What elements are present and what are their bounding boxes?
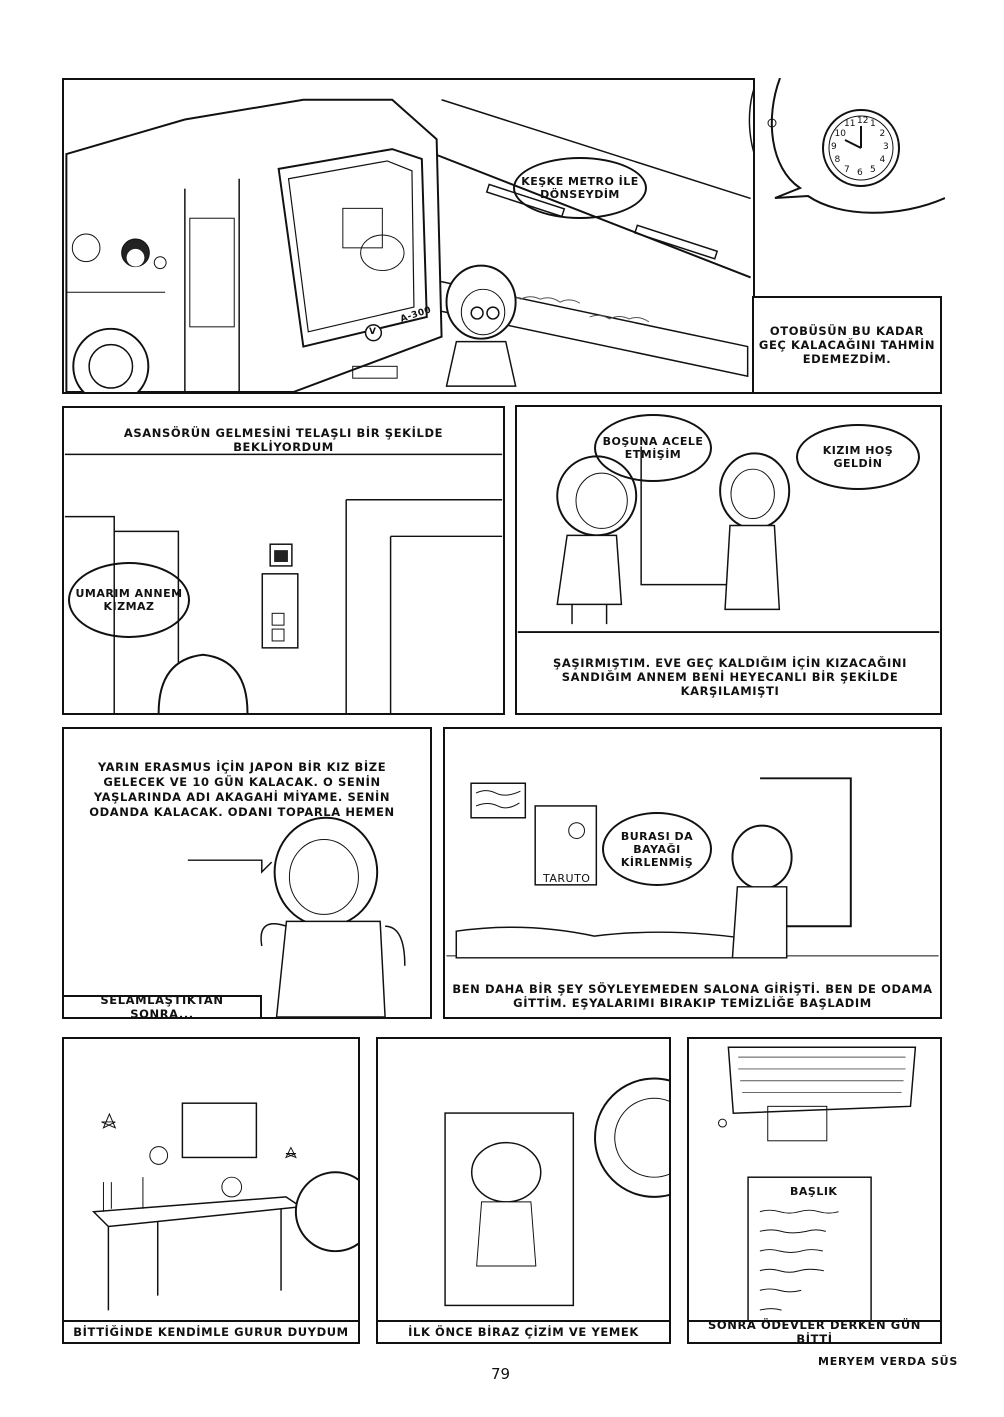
caption-entered-living-room: BEN DAHA BİR ŞEY SÖYLEYEMEDEN SALONA GİRİŞTİ. BEN DE ODAMA GİTTİM. EŞYALARIMI BIRAKIP TEMİZLİĞE BAŞLADIM [452,982,933,1010]
caption-drawing-eating: İLK ÖNCE BİRAZ ÇİZİM VE YEMEK [376,1320,671,1344]
clock-number: 10 [834,129,846,139]
clock-number: 5 [870,164,876,175]
speech-bubble-dirty: BURASI DA BAYAĞI KİRLENMİŞ [602,812,712,886]
speech-bubble-metro: KEŞKE METRO İLE DÖNSEYDİM [513,157,647,219]
clock-number: 4 [879,155,886,165]
speech-bubble-hope: UMARIM ANNEM KIZMAZ [68,562,190,638]
clock-number: 6 [857,168,863,178]
clock-numbers [823,110,899,186]
clock-number: 11 [844,119,856,130]
clock-number: 8 [834,155,841,165]
speech-bubble-rush: BOŞUNA ACELE ETMİŞİM [594,414,712,482]
caption-elevator: ASANSÖRÜN GELMESİNİ TELAŞLI BİR ŞEKİLDE BEKLİYORDUM [123,426,444,454]
clock-number: 7 [844,164,850,175]
speech-bubble-welcome: KIZIM HOŞ GELDİN [796,424,920,490]
desk-illustration [64,1039,358,1342]
bus-scene-illustration [64,80,753,392]
caption-bus-late: OTOBÜSÜN BU KADAR GEÇ KALACAĞINI TAHMİN EDEMEZDİM. [752,296,942,394]
clock-number: 12 [857,116,869,126]
bus-code-label: A-300 [399,305,433,325]
clock-number: 9 [831,142,837,152]
drawing-illustration [378,1039,669,1342]
document-title: BAŞLIK [790,1185,838,1198]
author-credit: MERYEM VERDA SÜS [818,1355,959,1368]
poster-label: TARUTO [543,872,591,885]
panel-bus-stop [62,78,755,394]
caption-after-greeting: SELAMLAŞTIKTAN SONRA... [62,995,262,1019]
caption-homework: SONRA ÖDEVLER DERKEN GÜN BİTTİ [687,1320,942,1344]
panel-drawing [376,1037,671,1344]
page-number: 79 [491,1365,511,1383]
caption-surprised: ŞAŞIRMIŞTIM. EVE GEÇ KALDIĞIM İÇİN KIZACAĞINI SANDIĞIM ANNEM BENİ HEYECANLI BİR ŞEKİLDE KARŞILAMIŞTI [552,656,908,698]
speech-erasmus: YARIN ERASMUS İÇİN JAPON BİR KIZ BİZE GELECEK VE 10 GÜN KALACAK. O SENİN YAŞLARINDA ADI AKAGAHİ MİYAME. SENİN ODANDA KALACAK. ODANI TOPARLA HEMEN [89,760,395,819]
clock-number: 3 [883,142,889,152]
panel-clean-desk [62,1037,360,1344]
clock-number: 2 [879,129,886,139]
caption-proud: BİTTİĞİNDE KENDİMLE GURUR DUYDUM [62,1320,360,1344]
bus-logo: V [369,327,377,337]
clock-number: 1 [870,119,876,130]
